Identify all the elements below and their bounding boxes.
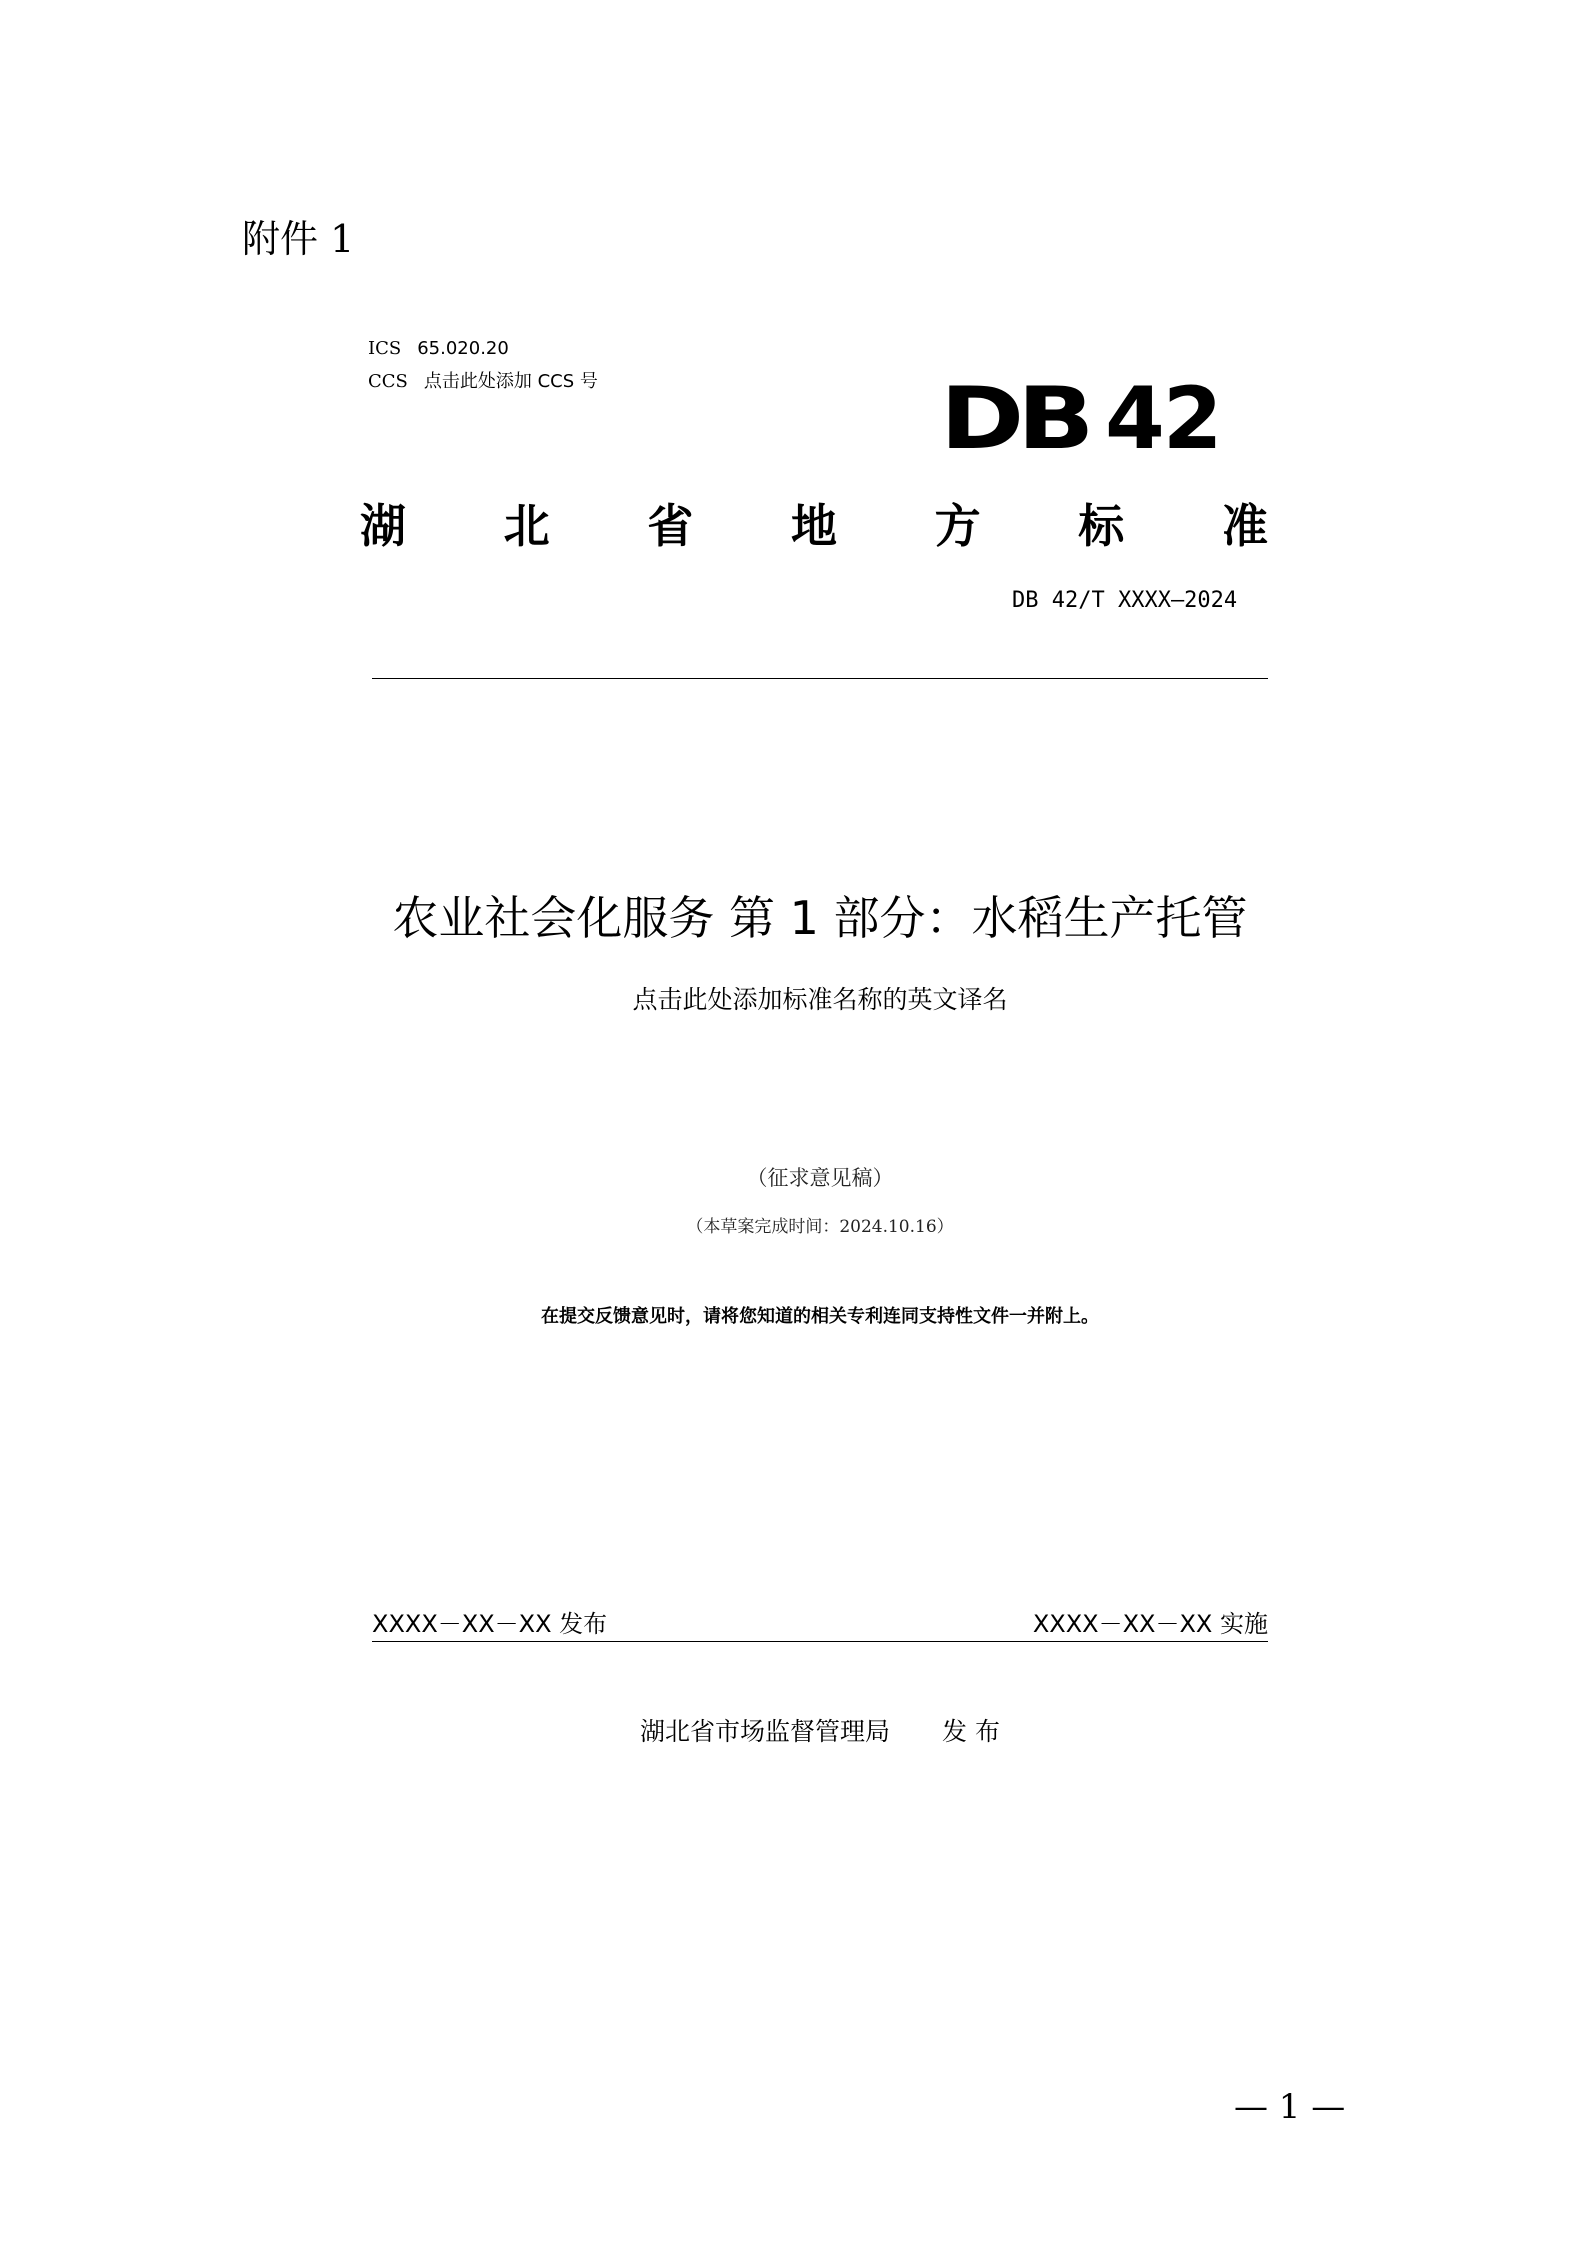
draft-date: （本草案完成时间：2024.10.16） [686, 1217, 954, 1237]
header-divider [372, 678, 1268, 679]
english-title-placeholder[interactable]: 点击此处添加标准名称的英文译名 [632, 985, 1008, 1014]
ics-label: ICS [368, 338, 402, 359]
standard-type-char: 准 [1221, 499, 1268, 553]
standard-type-char: 标 [1078, 499, 1125, 553]
standard-number: DB 42/T XXXX—2024 [1012, 588, 1238, 613]
attachment-label: 附件 1 [242, 217, 355, 261]
ics-code: 65.020.20 [417, 338, 509, 359]
standard-type-char: 方 [934, 499, 981, 553]
issuer-name: 湖北省市场监督管理局 [640, 1717, 891, 1746]
footer-divider [372, 1641, 1268, 1642]
standard-type-heading [360, 490, 1268, 556]
ccs-label: CCS [368, 371, 408, 392]
standard-type-char: 湖 [360, 499, 406, 553]
document-title: 农业社会化服务 第 1 部分：水稻生产托管 [392, 891, 1248, 945]
standard-logo [940, 369, 1221, 469]
ccs-code-placeholder[interactable]: 点击此处添加 CCS 号 [423, 371, 598, 392]
ccs-line [368, 367, 598, 393]
publish-date: XXXX－XX－XX 发布 [372, 1610, 608, 1638]
effective-date: XXXX－XX－XX 实施 [1032, 1610, 1268, 1638]
standard-type-char: 北 [503, 499, 550, 553]
logo-number: 42 [1104, 369, 1221, 469]
issuer-line [372, 1712, 1268, 1748]
issuer-action: 发 布 [942, 1717, 1000, 1746]
patent-note: 在提交反馈意见时，请将您知道的相关专利连同支持性文件一并附上。 [541, 1306, 1099, 1327]
logo-prefix: DB [940, 369, 1088, 469]
standard-type-char: 地 [790, 499, 837, 553]
page-number: — 1 — [1234, 2087, 1346, 2127]
draft-status: （征求意见稿） [746, 1166, 894, 1190]
ics-line [368, 338, 509, 359]
standard-type-char: 省 [647, 499, 694, 553]
